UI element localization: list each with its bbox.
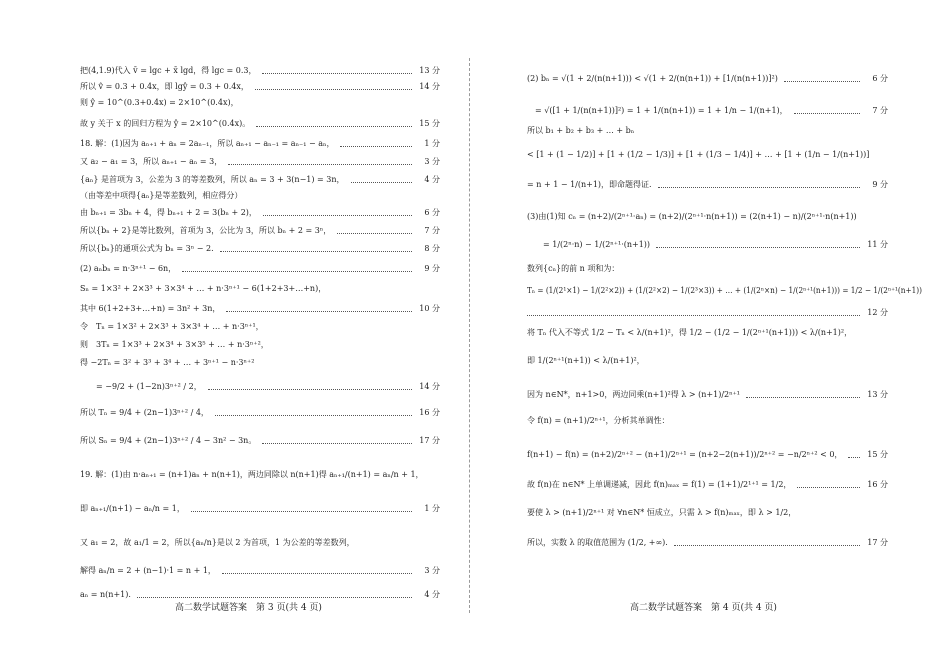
- answer-line: [475, 352, 950, 370]
- score-label: 3 分: [424, 157, 440, 166]
- answer-text: 所以，实数 λ 的取值范围为 (1/2, +∞).: [527, 538, 668, 547]
- score-label: 4 分: [424, 590, 440, 599]
- answer-line: [0, 404, 475, 422]
- score-label: 9 分: [424, 264, 440, 273]
- answer-line: [0, 534, 475, 552]
- answer-line: [0, 135, 475, 153]
- answer-text: f(n+1) − f(n) = (n+2)/2ⁿ⁺² − (n+1)/2ⁿ⁺¹ = (n+2−2(n+1))/2ⁿ⁺² = −n/2ⁿ⁺² < 0，: [527, 450, 843, 459]
- answer-line: [0, 500, 475, 518]
- answer-text: 解得 aₙ/n = 2 + (n−1)·1 = n + 1，: [80, 566, 216, 575]
- answer-line: [475, 208, 950, 226]
- dot-leader: [262, 443, 412, 444]
- answer-text: 即 1/(2ⁿ⁺¹(n+1)) < λ/(n+1)²，: [527, 356, 645, 365]
- score-label: 16 分: [419, 408, 440, 417]
- left-page-footer: 高二数学试题答案 第 3 页(共 4 页): [175, 603, 322, 613]
- answer-text: 把(4,1.9)代入 v̄ = lgc + x̄ lgd，得 lgc = 0.3，: [80, 66, 257, 75]
- dot-leader: [848, 457, 860, 458]
- answer-line: [0, 318, 475, 336]
- answer-line: [0, 466, 475, 484]
- answer-text: 故 f(n)在 n∈N* 上单调递减，因此 f(n)ₘₐₓ = f(1) = (1+1)/2¹⁺¹ = 1/2，: [527, 480, 792, 489]
- score-label: 15 分: [419, 119, 440, 128]
- dot-leader: [191, 511, 412, 512]
- answer-line: [0, 153, 475, 171]
- answer-text: 令 f(n) = (n+1)/2ⁿ⁺¹，分析其单调性：: [527, 416, 670, 425]
- answer-text: 数列{cₙ}的前 n 项和为：: [527, 264, 620, 273]
- answer-line: [0, 280, 475, 298]
- answer-line: [475, 476, 950, 494]
- answer-text: （由等差中项得{aₙ}是等差数列，相应得分）: [80, 191, 243, 200]
- answer-line: [475, 122, 950, 140]
- answer-text: 所以{bₙ}的通项公式为 bₙ = 3ⁿ − 2.: [80, 244, 214, 253]
- dot-leader: [263, 215, 412, 216]
- answer-line: [0, 204, 475, 222]
- score-label: 7 分: [872, 106, 888, 115]
- dot-leader: [222, 573, 412, 574]
- answer-text: = 1/(2ⁿ·n) − 1/(2ⁿ⁺¹·(n+1)): [527, 240, 651, 249]
- answer-text: 18. 解：(1)因为 aₙ₊₁ + aₙ = 2aₙ₋₁，所以 aₙ₊₁ − aₙ₋₁ = aₙ₋₁ − aₙ，: [80, 139, 335, 148]
- answer-text: 即 aₙ₊₁/(n+1) − aₙ/n = 1，: [80, 504, 185, 513]
- answer-line: [475, 304, 950, 322]
- dot-leader: [351, 182, 412, 183]
- dot-leader: [256, 126, 412, 127]
- answer-text: 所以 b₁ + b₂ + b₃ + … + bₙ: [527, 126, 635, 135]
- answer-line: [0, 240, 475, 258]
- answer-line: [0, 187, 475, 205]
- answer-text: 令 Tₙ = 1×3² + 2×3³ + 3×3⁴ + … + n·3ⁿ⁺¹，: [80, 322, 264, 331]
- score-label: 1 分: [424, 139, 440, 148]
- score-label: 11 分: [867, 240, 888, 249]
- answer-text: 则 3Tₙ = 1×3³ + 2×3⁴ + 3×3⁵ + … + n·3ⁿ⁺²，: [80, 340, 269, 349]
- answer-text: 所以 v̂ = 0.3 + 0.4x，即 lgŷ = 0.3 + 0.4x，: [80, 82, 249, 91]
- answer-line: [0, 300, 475, 318]
- dot-leader: [182, 271, 412, 272]
- right-page: [475, 0, 950, 663]
- answer-line: [0, 336, 475, 354]
- score-label: 14 分: [419, 82, 440, 91]
- answer-text: 由 bₙ₊₁ = 3bₙ + 4，得 bₙ₊₁ + 2 = 3(bₙ + 2)，: [80, 208, 257, 217]
- dot-leader: [255, 89, 412, 90]
- score-label: 13 分: [419, 66, 440, 75]
- answer-text: (2) bₙ = √(1 + 2/(n(n+1))) < √(1 + 2/(n(n+1)) + [1/(n(n+1))]²): [527, 74, 778, 83]
- answer-text: 又 a₂ − a₁ = 3，所以 aₙ₊₁ − aₙ = 3，: [80, 157, 223, 166]
- answer-line: [475, 146, 950, 164]
- dot-leader: [228, 164, 412, 165]
- dot-leader: [656, 247, 860, 248]
- answer-line: [475, 102, 950, 120]
- answer-text: 又 a₁ = 2，故 a₁/1 = 2，所以{aₙ/n}是以 2 为首项，1 为公差的等差数列，: [80, 538, 355, 547]
- score-label: 6 分: [424, 208, 440, 217]
- score-label: 14 分: [419, 382, 440, 391]
- answer-text: Tₙ = (1/(2¹×1) − 1/(2²×2)) + (1/(2²×2) − 1/(2³×3)) + … + (1/(2ⁿ×n) − 1/(2ⁿ⁺¹(n+1))) = 1/2 − 1/(2ⁿ⁺¹(n+1)): [527, 286, 922, 295]
- score-label: 4 分: [424, 175, 440, 184]
- score-label: 13 分: [867, 390, 888, 399]
- answer-text: 得 −2Tₙ = 3² + 3³ + 3⁴ + … + 3ⁿ⁺¹ − n·3ⁿ⁺²: [80, 358, 255, 367]
- dot-leader: [208, 389, 412, 390]
- answer-line: [0, 115, 475, 133]
- dot-leader: [220, 251, 412, 252]
- score-label: 12 分: [867, 308, 888, 317]
- answer-line: [475, 446, 950, 464]
- answer-text: = n + 1 − 1/(n+1)，即命题得证.: [527, 180, 652, 189]
- score-label: 15 分: [867, 450, 888, 459]
- answer-line: [0, 260, 475, 278]
- dot-leader: [794, 113, 860, 114]
- answer-text: 19. 解：(1)由 n·aₙ₊₁ = (n+1)aₙ + n(n+1)，两边同除以 n(n+1)得 aₙ₊₁/(n+1) = aₙ/n + 1，: [80, 470, 424, 479]
- score-label: 3 分: [424, 566, 440, 575]
- dot-leader: [226, 311, 412, 312]
- answer-line: [475, 176, 950, 194]
- dot-leader: [784, 81, 860, 82]
- dot-leader: [674, 545, 860, 546]
- answer-text: (3)由(1)知 cₙ = (n+2)/(2ⁿ⁺¹·aₙ) = (n+2)/(2ⁿ⁺¹·n(n+1)) = (2(n+1) − n)/(2ⁿ⁺¹·n(n+1)): [527, 212, 857, 221]
- answer-text: 所以 Sₙ = 9/4 + (2n−1)3ⁿ⁺² / 4 − 3n² − 3n。: [80, 436, 257, 445]
- answer-line: [0, 222, 475, 240]
- answer-text: 所以 Tₙ = 9/4 + (2n−1)3ⁿ⁺² / 4，: [80, 408, 209, 417]
- answer-text: 所以{bₙ + 2}是等比数列，首项为 3，公比为 3，所以 bₙ + 2 = 3ⁿ，: [80, 226, 332, 235]
- answer-text: Sₙ = 1×3² + 2×3³ + 3×3⁴ + … + n·3ⁿ⁺¹ − 6(1+2+3+…+n)，: [80, 284, 327, 293]
- answer-text: 则 ŷ = 10^(0.3+0.4x) = 2×10^(0.4x)，: [80, 98, 239, 107]
- answer-line: [0, 94, 475, 112]
- score-label: 17 分: [867, 538, 888, 547]
- answer-text: 将 Tₙ 代入不等式 1/2 − Tₙ < λ/(n+1)²，得 1/2 − (1/2 − 1/(2ⁿ⁺¹(n+1))) < λ/(n+1)²，: [527, 328, 853, 337]
- dot-leader: [340, 146, 412, 147]
- answer-line: [475, 260, 950, 278]
- answer-text: = √([1 + 1/(n(n+1))]²) = 1 + 1/(n(n+1)) = 1 + 1/n − 1/(n+1)，: [527, 106, 788, 115]
- answer-text: < [1 + (1 − 1/2)] + [1 + (1/2 − 1/3)] + [1 + (1/3 − 1/4)] + … + [1 + (1/n − 1/(n+1))]: [527, 150, 870, 159]
- score-label: 17 分: [419, 436, 440, 445]
- answer-text: aₙ = n(n+1).: [80, 590, 131, 599]
- answer-line: [0, 354, 475, 372]
- score-label: 9 分: [872, 180, 888, 189]
- answer-line: [475, 236, 950, 254]
- dot-leader: [262, 73, 412, 74]
- dot-leader: [137, 597, 412, 598]
- answer-line: [475, 412, 950, 430]
- answer-text: {aₙ} 是首项为 3，公差为 3 的等差数列，所以 aₙ = 3 + 3(n−1) = 3n，: [80, 175, 345, 184]
- dot-leader: [337, 233, 412, 234]
- dot-leader: [215, 415, 412, 416]
- answer-line: [0, 432, 475, 450]
- answer-text: 故 y 关于 x 的回归方程为 ŷ = 2×10^(0.4x)。: [80, 119, 251, 128]
- answer-text: 要使 λ > (n+1)/2ⁿ⁺¹ 对 ∀n∈N* 恒成立，只需 λ > f(n)ₘₐₓ，即 λ > 1/2，: [527, 508, 797, 517]
- dot-leader: [746, 397, 860, 398]
- dot-leader: [797, 487, 860, 488]
- score-label: 7 分: [424, 226, 440, 235]
- score-label: 10 分: [419, 304, 440, 313]
- answer-text: 其中 6(1+2+3+…+n) = 3n² + 3n，: [80, 304, 221, 313]
- score-label: 8 分: [424, 244, 440, 253]
- dot-leader: [527, 315, 860, 316]
- score-label: 16 分: [867, 480, 888, 489]
- answer-text: 因为 n∈N*，n+1>0，两边同乘(n+1)²得 λ > (n+1)/2ⁿ⁺¹: [527, 390, 741, 399]
- answer-line: [475, 70, 950, 88]
- answer-line: [475, 282, 950, 300]
- score-label: 6 分: [872, 74, 888, 83]
- answer-line: [475, 504, 950, 522]
- answer-line: [475, 324, 950, 342]
- page-divider: [469, 58, 470, 613]
- answer-line: [475, 534, 950, 552]
- dot-leader: [658, 187, 860, 188]
- answer-line: [0, 562, 475, 580]
- right-page-footer: 高二数学试题答案 第 4 页(共 4 页): [630, 603, 777, 613]
- answer-text: (2) aₙbₙ = n·3ⁿ⁺¹ − 6n，: [80, 264, 177, 273]
- answer-text: = −9/2 + (1−2n)3ⁿ⁺² / 2，: [80, 382, 202, 391]
- answer-line: [475, 386, 950, 404]
- score-label: 1 分: [424, 504, 440, 513]
- answer-line: [0, 378, 475, 396]
